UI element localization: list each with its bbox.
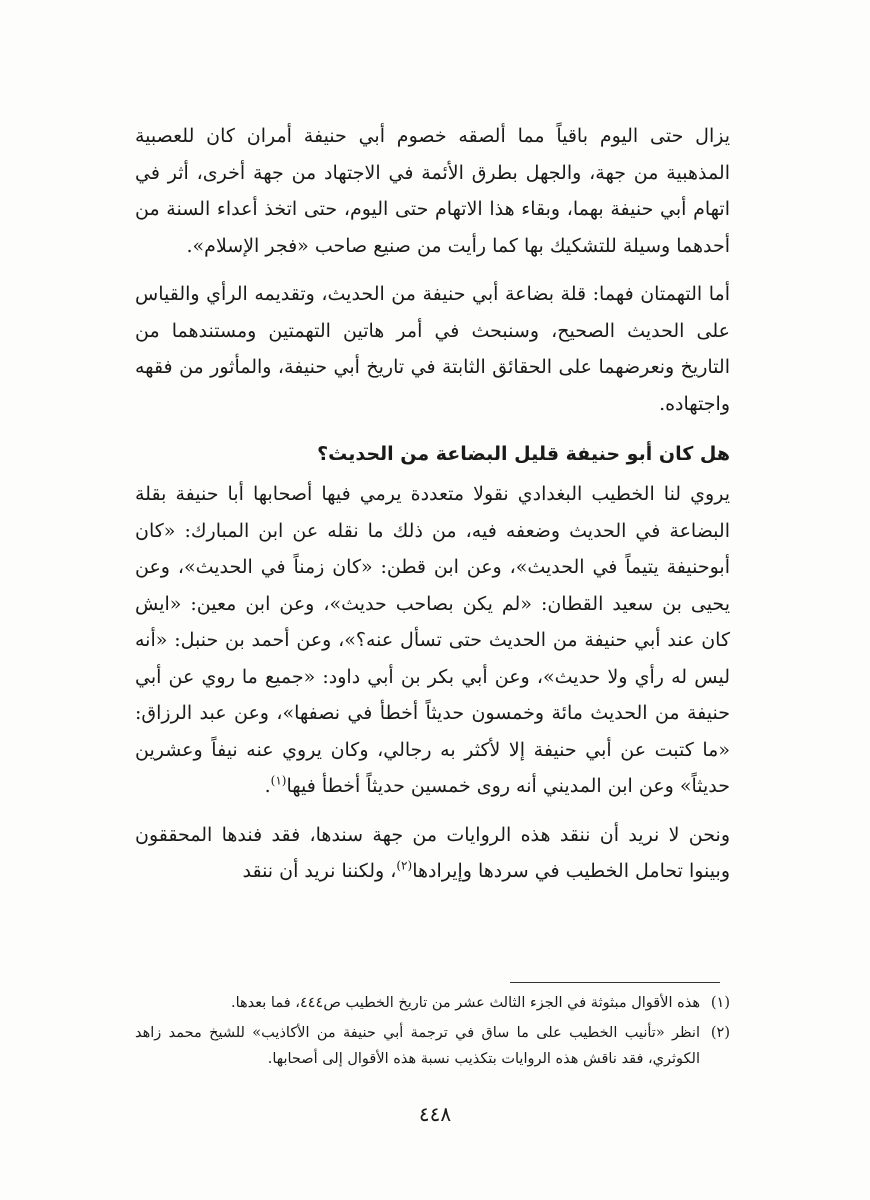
paragraph-3-end: . [264, 775, 271, 797]
paragraph-4 [135, 817, 730, 890]
footnote-ref-1: (١) [270, 773, 287, 788]
footnote-separator [510, 982, 720, 983]
footnote-number: (٢) [710, 1025, 730, 1041]
section-heading: هل كان أبو حنيفة قليل البضاعة من الحديث؟ [317, 443, 730, 465]
footnote-number: (١) [710, 995, 730, 1011]
footnote-ref-2: (٢) [396, 858, 413, 873]
footnote-text: انظر «تأنيب الخطيب على ما ساق في ترجمة أبي حنيفة من الأكاذيب» للشيخ محمد زاهد الكوثري، فقد ناقش هذه الروايات بتكذيب نسبة هذه الأقوال إلى أصحابها. [135, 1025, 700, 1067]
paragraph-3-text: يروي لنا الخطيب البغدادي نقولا متعددة يرمي فيها أصحابها أبا حنيفة بقلة البضاعة في الحديث وضعفه فيه، من ذلك ما نقله عن ابن المبارك: «كان أبوحنيفة يتيماً في الحديث»، وعن ابن قطن: «كان زمناً في الحديث»، وعن يحيى بن سعيد القطان: «لم يكن بصاحب حديث»، وعن ابن معين: «ايش كان عند أبي حنيفة من الحديث حتى تسأل عنه؟»، وعن أحمد بن حنبل: «أنه ليس له رأي ولا حديث»، وعن أبي بكر بن أبي داود: «جميع ما روي عن أبي حنيفة من الحديث مائة وخمسون حديثاً أخطأ في نصفها»، وعن عبد الرزاق: «ما كتبت عن أبي حنيفة إلا لأكثر به رجالي، وكان يروي عنه نيفاً وعشرين حديثاً» وعن ابن المديني أنه روى خمسين حديثاً أخطأ فيها [135, 483, 730, 797]
paragraph-2: أما التهمتان فهما: قلة بضاعة أبي حنيفة من الحديث، وتقديمه الرأي والقياس على الحديث الصحيح، وسنبحث في أمر هاتين التهمتين ومستندهما من التاريخ ونعرضهما على الحقائق الثابتة في تاريخ أبي حنيفة، والمأثور من فقهه واجتهاده. [135, 283, 730, 415]
page-number: ٤٤٨ [418, 1102, 452, 1126]
main-text [135, 118, 730, 890]
footnote-text: هذه الأقوال مبثوثة في الجزء الثالث عشر من تاريخ الخطيب ص٤٤٤، فما بعدها. [230, 995, 700, 1011]
footnote-2 [135, 1020, 730, 1072]
paragraph-4-tail: ، ولكننا نريد أن ننقد [242, 860, 397, 882]
paragraph-1: يزال حتى اليوم باقياً مما ألصقه خصوم أبي حنيفة أمران كان للعصبية المذهبية من جهة، والجهل بطرق الأئمة في الاجتهاد من جهة أخرى، أثر في اتهام أبي حنيفة بهما، وبقاء هذا الاتهام حتى اليوم، حتى اتخذ أعداء السنة من أحدهما وسيلة للتشكيك بها كما رأيت من صنيع صاحب «فجر الإسلام». [135, 125, 730, 257]
paragraph-3 [135, 476, 730, 805]
footnotes [135, 990, 730, 1072]
footnote-1 [135, 990, 730, 1016]
paragraph-4-text: ونحن لا نريد أن ننقد هذه الروايات من جهة سندها، فقد فندها المحققون وبينوا تحامل الخطيب في سردها وإيرادها [135, 823, 730, 882]
